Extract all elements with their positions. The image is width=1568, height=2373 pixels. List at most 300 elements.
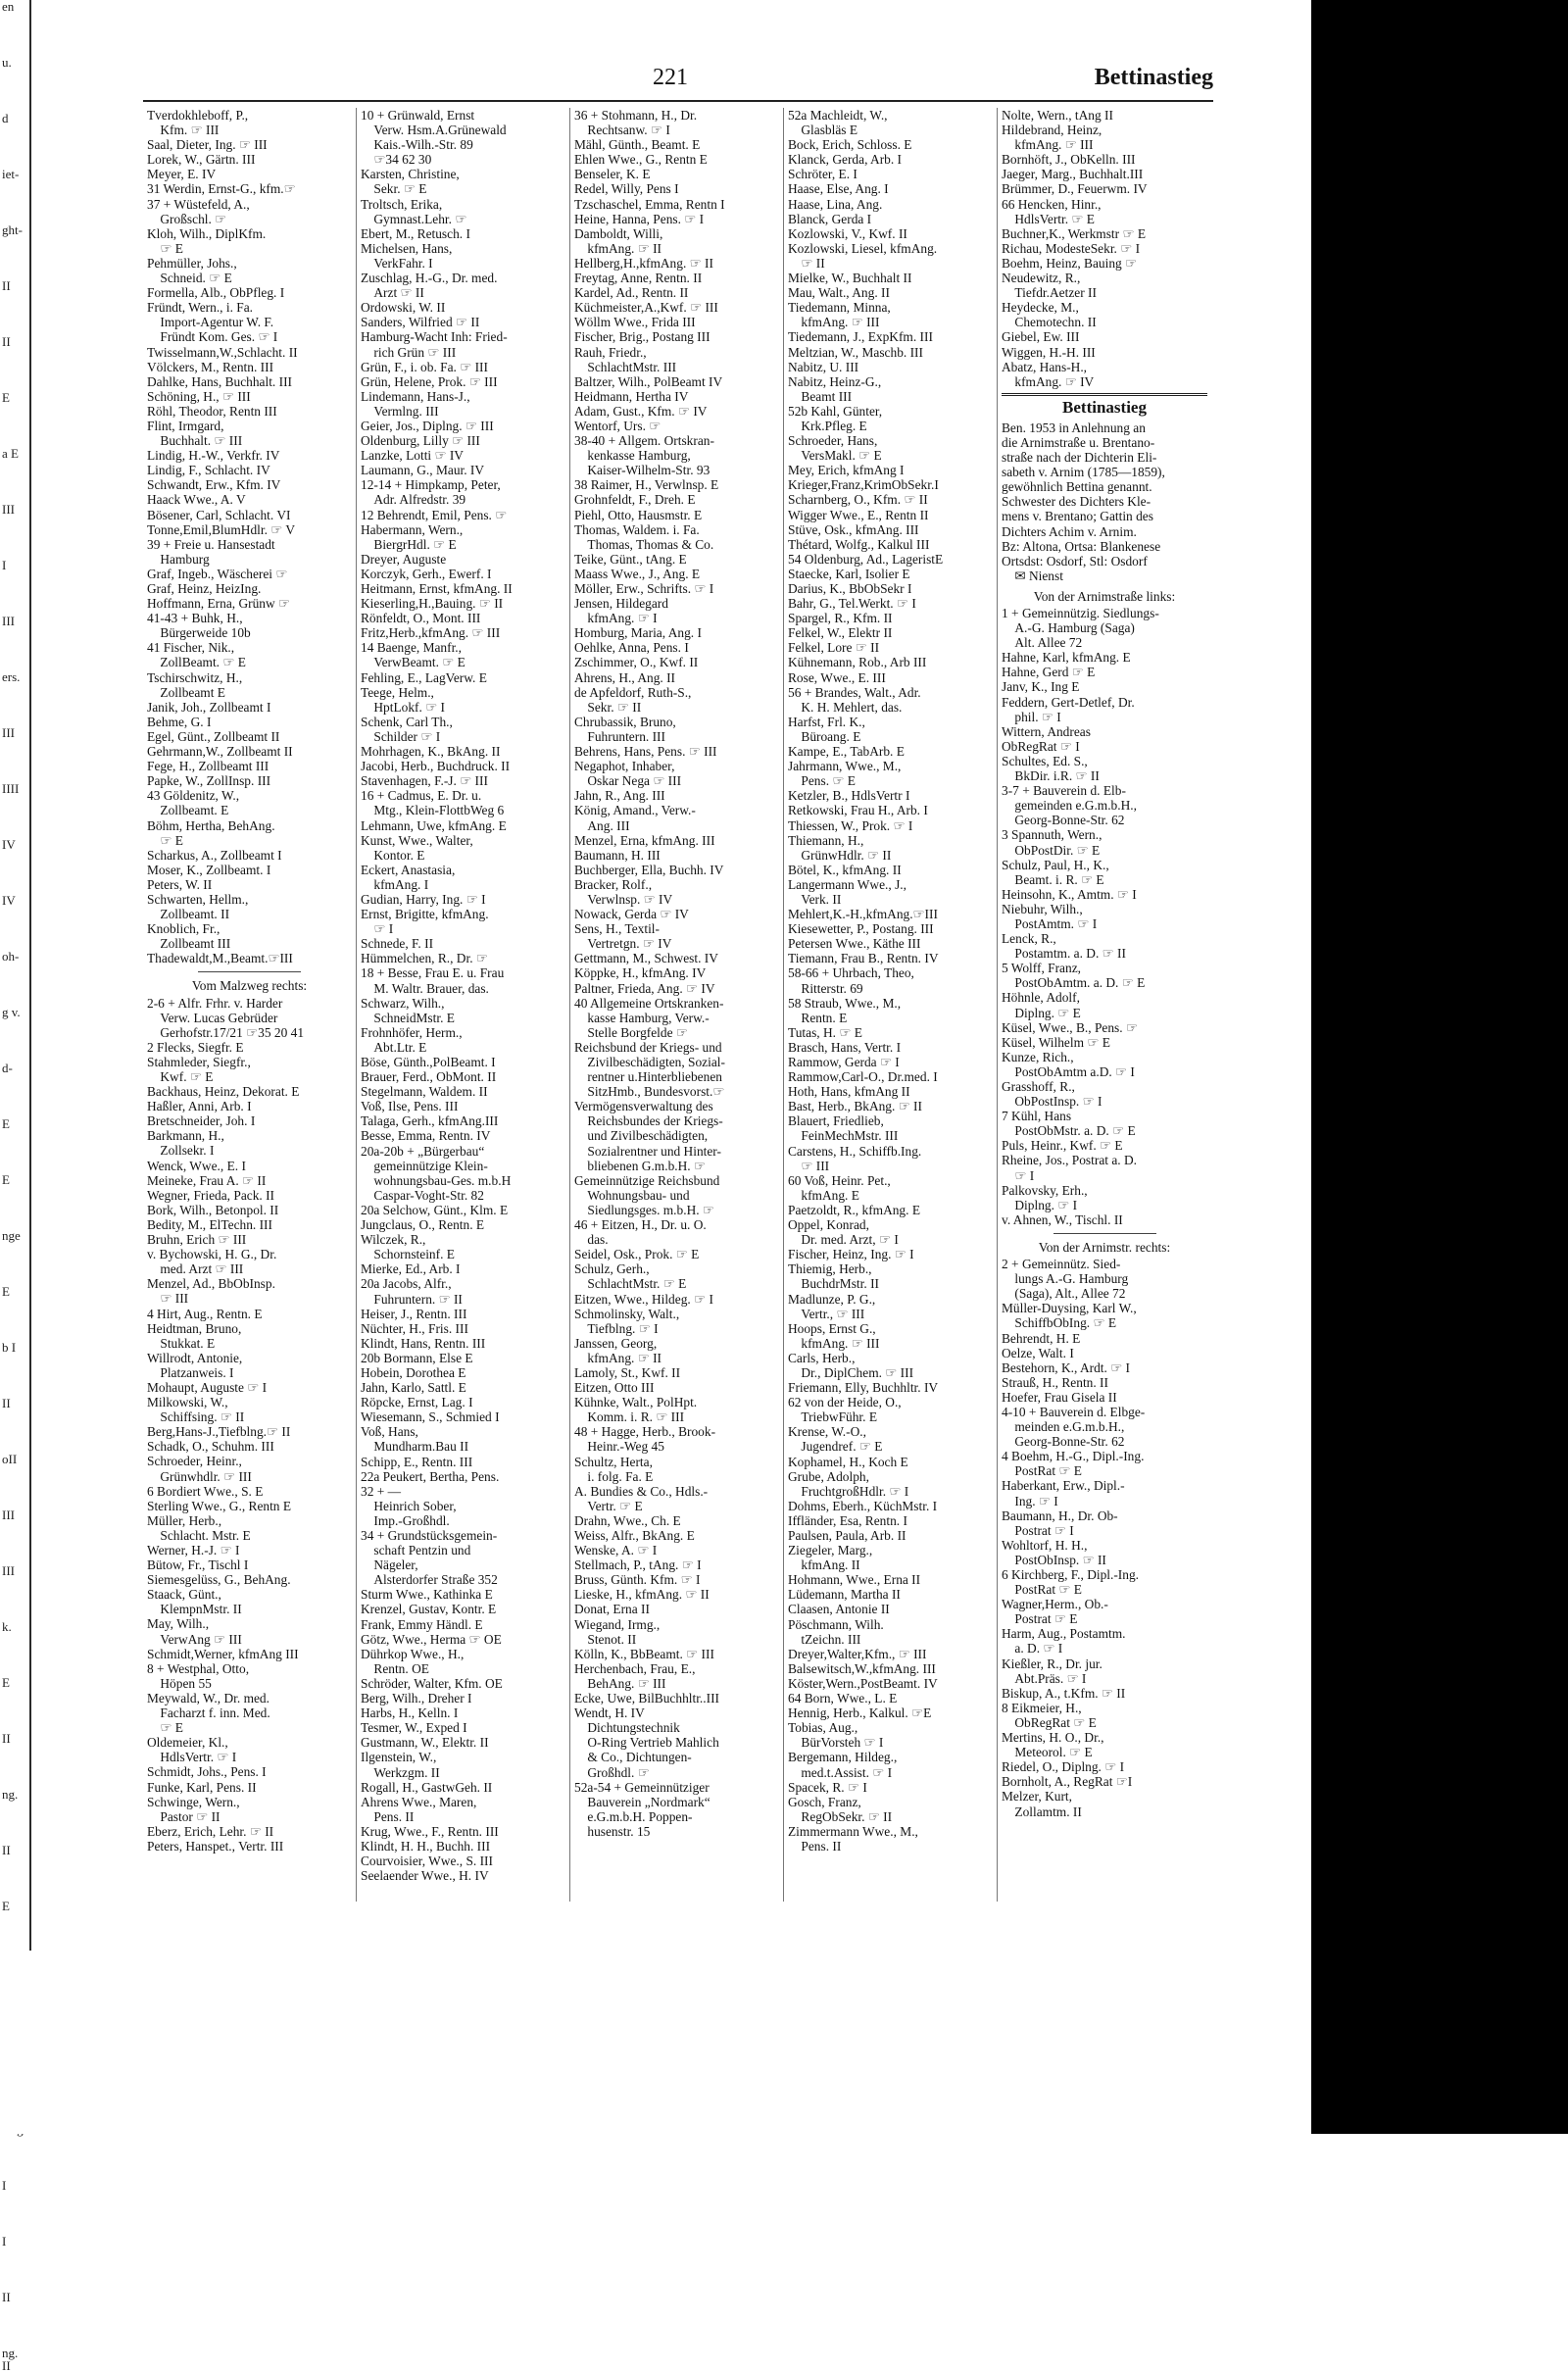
facing-page-fragment: ng. xyxy=(2,1787,19,1802)
directory-entry: Ben. 1953 in Anlehnung an xyxy=(1002,420,1146,435)
directory-entry: meinden e.G.m.b.H., xyxy=(1002,1419,1125,1435)
directory-entry: schaft Pentzin und xyxy=(361,1543,471,1558)
directory-entry: Oelze, Walt. I xyxy=(1002,1345,1074,1360)
directory-entry: Vertretgn. ☞ IV xyxy=(574,936,672,952)
column-5 xyxy=(998,108,1211,1902)
directory-entry: Rammow,Carl-O., Dr.med. I xyxy=(788,1069,938,1085)
directory-entry: Dreyer,Walter,Kfm., ☞ III xyxy=(788,1646,927,1661)
directory-entry: Mtg., Klein-FlottbWeg 6 xyxy=(361,803,505,818)
directory-entry: 58-66 + Uhrbach, Theo, xyxy=(788,965,914,981)
directory-entry: ✉ Nienst xyxy=(1002,568,1063,583)
directory-entry: TriebwFühr. E xyxy=(788,1409,878,1425)
directory-entry: Rauh, Friedr., xyxy=(574,344,647,360)
directory-entry: Wenske, A. ☞ I xyxy=(574,1543,658,1558)
directory-entry: Thadewaldt,M.,Beamt.☞III xyxy=(147,951,293,966)
directory-entry: Rheine, Jos., Postrat a. D. xyxy=(1002,1153,1137,1168)
directory-entry: Troltsch, Erika, xyxy=(361,196,443,212)
directory-entry: Klindt, Hans, Rentn. III xyxy=(361,1335,486,1351)
facing-page-fragment: I xyxy=(2,2234,7,2249)
directory-entry: Pehmüller, Johs., xyxy=(147,255,237,271)
directory-entry: Heine, Hanna, Pens. ☞ I xyxy=(574,211,705,226)
directory-entry: 31 Werdin, Ernst-G., kfm.☞ xyxy=(147,181,296,197)
facing-page-fragment: II xyxy=(2,334,11,349)
directory-entry: Kampe, E., TabArb. E xyxy=(788,744,905,760)
directory-entry: husenstr. 15 xyxy=(574,1823,651,1839)
directory-entry: Stavenhagen, F.-J. ☞ III xyxy=(361,773,488,789)
directory-entry: ☞ I xyxy=(361,921,394,937)
directory-entry: 12 Behrendt, Emil, Pens. ☞ xyxy=(361,507,508,522)
directory-entry: Geier, Jos., Diplng. ☞ III xyxy=(361,418,494,433)
directory-entry: Schroeder, Hans, xyxy=(788,433,878,449)
directory-entry: Arzt ☞ II xyxy=(361,285,424,301)
directory-entry: Sens, H., Textil- xyxy=(574,921,660,937)
directory-entry: Bracker, Rolf., xyxy=(574,876,653,892)
directory-entry: Ecke, Uwe, BilBuchhltr..III xyxy=(574,1691,720,1706)
directory-entry: Baltzer, Wilh., PolBeamt IV xyxy=(574,373,723,389)
directory-entry: med.t.Assist. ☞ I xyxy=(788,1764,893,1780)
directory-entry: Heinsohn, K., Amtm. ☞ I xyxy=(1002,886,1137,902)
facing-page-fragment: d- xyxy=(2,1061,13,1075)
directory-entry: Dührkop Wwe., H., xyxy=(361,1646,465,1661)
directory-entry: Grube, Adolph, xyxy=(788,1468,869,1484)
directory-entry: Ziegeler, Marg., xyxy=(788,1543,873,1558)
directory-entry: GrünwHdlr. ☞ II xyxy=(788,847,892,863)
column-3 xyxy=(570,108,784,1902)
directory-entry: Gemeinnützige Reichsbund xyxy=(574,1172,720,1188)
directory-entry: Scharkus, A., Zollbeamt I xyxy=(147,847,282,863)
directory-entry: Wohnungsbau- und xyxy=(574,1187,690,1203)
directory-entry: 41 Fischer, Nik., xyxy=(147,640,235,656)
directory-entry: Hohmann, Wwe., Erna II xyxy=(788,1572,921,1588)
facing-page-fragment: III xyxy=(2,614,15,628)
directory-entry: kfmAng. ☞ III xyxy=(1002,137,1094,153)
directory-entry: Spargel, R., Kfm. II xyxy=(788,611,893,626)
directory-entry: Mehlert,K.-H.,kfmAng.☞III xyxy=(788,907,938,922)
column-2 xyxy=(357,108,570,1902)
directory-entry: Wiggen, H.-H. III xyxy=(1002,344,1096,360)
directory-entry: 32 + — xyxy=(361,1483,402,1499)
directory-entry: gemeinden e.G.m.b.H., xyxy=(1002,798,1137,814)
directory-entry: 56 + Brandes, Walt., Adr. xyxy=(788,684,921,700)
directory-entry: Meyer, E. IV xyxy=(147,167,217,182)
directory-entry: Eitzen, Wwe., Hildeg. ☞ I xyxy=(574,1291,713,1307)
directory-entry: K. H. Mehlert, das. xyxy=(788,699,903,715)
directory-entry: Heiser, J., Rentn. III xyxy=(361,1306,467,1321)
directory-entry: 52a Machleidt, W., xyxy=(788,108,888,123)
directory-entry: 37 + Wüstefeld, A., xyxy=(147,196,250,212)
directory-entry: Großschl. ☞ xyxy=(147,211,227,226)
directory-entry: Tonne,Emil,BlumHdlr. ☞ V xyxy=(147,521,296,537)
directory-entry: Wiesemann, S., Schmied I xyxy=(361,1409,500,1425)
directory-entry: Hamburg-Wacht Inh: Fried- xyxy=(361,329,508,345)
directory-entry: Bütow, Fr., Tischl I xyxy=(147,1557,249,1573)
directory-entry: Grohnfeldt, F., Dreh. E xyxy=(574,492,696,508)
directory-entry: Kardel, Ad., Rentn. II xyxy=(574,285,689,301)
directory-entry: Lieske, H., kfmAng. ☞ II xyxy=(574,1587,710,1603)
directory-entry: A. Bundies & Co., Hdls.- xyxy=(574,1483,709,1499)
directory-entry: Import-Agentur W. F. xyxy=(147,315,274,330)
directory-entry: Lenck, R., xyxy=(1002,931,1056,947)
directory-entry: Sozialrentner und Hinter- xyxy=(574,1143,721,1159)
directory-entry: Schornsteinf. E xyxy=(361,1247,455,1262)
directory-entry: 20a Selchow, Günt., Klm. E xyxy=(361,1202,509,1217)
directory-entry: Tiedemann, Minna, xyxy=(788,300,891,316)
directory-entry: Kophamel, H., Koch E xyxy=(788,1454,908,1469)
facing-page-fragment: IIII xyxy=(2,781,20,796)
facing-page-fragment: IV xyxy=(2,837,16,852)
directory-entry: Chrubassik, Bruno, xyxy=(574,714,676,729)
directory-entry: ObRegRat ☞ I xyxy=(1002,738,1080,754)
directory-entry: Kieserling,H.,Bauing. ☞ II xyxy=(361,596,504,612)
directory-entry: Höpen 55 xyxy=(147,1675,212,1691)
directory-entry: 4-10 + Bauverein d. Elbge- xyxy=(1002,1404,1146,1419)
directory-entry: Kühnemann, Rob., Arb III xyxy=(788,655,927,670)
directory-entry: SchiffbObIng. ☞ E xyxy=(1002,1315,1117,1331)
facing-page-fragment: u. xyxy=(2,55,12,70)
directory-entry: HdlsVertr. ☞ I xyxy=(147,1750,237,1765)
directory-entry: Glasbläs E xyxy=(788,123,858,138)
directory-entry: kenkasse Hamburg, xyxy=(574,448,691,464)
directory-entry: Piehl, Otto, Hausmstr. E xyxy=(574,507,703,522)
directory-entry: Wagner,Herm., Ob.- xyxy=(1002,1597,1108,1612)
directory-entry: 2 + Gemeinnütz. Sied- xyxy=(1002,1257,1121,1272)
directory-entry: Abt.Ltr. E xyxy=(361,1039,427,1055)
directory-entry: Heidtman, Bruno, xyxy=(147,1320,242,1336)
scan-margin-bottom xyxy=(0,1951,1311,2134)
directory-entry: Meywald, W., Dr. med. xyxy=(147,1690,270,1706)
directory-entry: Langermann Wwe., J., xyxy=(788,876,906,892)
facing-page-fragment: iet- xyxy=(2,167,20,181)
directory-entry: Petersen Wwe., Käthe III xyxy=(788,936,921,952)
directory-entry: 16 + Cadmus, E. Dr. u. xyxy=(361,788,482,804)
directory-entry: Schipp, E., Rentn. III xyxy=(361,1454,473,1469)
directory-entry: Nolte, Wern., tAng II xyxy=(1002,108,1113,123)
directory-entry: Küsel, Wwe., B., Pens. ☞ xyxy=(1002,1019,1138,1035)
directory-entry: Hamburg xyxy=(147,551,210,567)
directory-entry: Fuhruntern. III xyxy=(574,728,665,744)
directory-entry: PostRat ☞ E xyxy=(1002,1582,1082,1598)
directory-entry: Stüve, Osk., kfmAng. III xyxy=(788,521,919,537)
directory-entry: 52a-54 + Gemeinnütziger xyxy=(574,1779,710,1795)
directory-entry: Ang. III xyxy=(574,817,630,833)
directory-entry: Weiss, Alfr., BkAng. E xyxy=(574,1528,695,1543)
directory-entry: Schlacht. Mstr. E xyxy=(147,1527,251,1543)
facing-page-fragment: b I xyxy=(2,1340,17,1355)
directory-entry: Pöschmann, Wilh. xyxy=(788,1616,884,1632)
facing-page-fragment: III xyxy=(2,502,15,517)
directory-entry: Zollsekr. I xyxy=(147,1143,215,1159)
directory-entry: Palkovsky, Erh., xyxy=(1002,1182,1088,1198)
directory-entry: Stukkat. E xyxy=(147,1335,216,1351)
directory-entry: Alsterdorfer Straße 352 xyxy=(361,1572,498,1588)
directory-entry: Seidel, Osk., Prok. ☞ E xyxy=(574,1247,700,1262)
directory-entry: Paetzoldt, R., kfmAng. E xyxy=(788,1202,921,1217)
directory-entry: Platzanweis. I xyxy=(147,1364,234,1380)
directory-entry: Vertr. ☞ E xyxy=(574,1498,643,1513)
directory-entry: Mundharm.Bau II xyxy=(361,1439,469,1455)
directory-entry: Schnede, F. II xyxy=(361,936,434,952)
directory-entry: Sekr. ☞ E xyxy=(361,181,427,197)
directory-entry: 8 Eikmeier, H., xyxy=(1002,1700,1082,1715)
directory-entry: Gosch, Franz, xyxy=(788,1794,861,1809)
directory-entry: Dohms, Eberh., KüchMstr. I xyxy=(788,1498,938,1513)
facing-page-fragment: k. xyxy=(2,1619,12,1634)
directory-entry: 48 + Hagge, Herb., Brook- xyxy=(574,1424,716,1440)
directory-entry: ZollBeamt. ☞ E xyxy=(147,655,246,670)
directory-entry: Sekr. ☞ II xyxy=(574,699,642,715)
directory-entry: med. Arzt ☞ III xyxy=(147,1261,244,1277)
directory-entry: Wendt, H. IV xyxy=(574,1706,645,1721)
directory-entry: Pens. ☞ E xyxy=(788,773,856,789)
directory-entry: Tschirschwitz, H., xyxy=(147,669,243,685)
directory-entry: Dichtungstechnik xyxy=(574,1720,680,1736)
directory-entry: Kais.-Wilh.-Str. 89 xyxy=(361,137,473,153)
facing-page-fragment: III xyxy=(2,1563,15,1578)
directory-entry: Wenck, Wwe., E. I xyxy=(147,1158,246,1173)
directory-entry: Adam, Gust., Kfm. ☞ IV xyxy=(574,403,708,419)
directory-entry: Kiesewetter, P., Postang. III xyxy=(788,921,934,937)
directory-entry: 40 Allgemeine Ortskranken- xyxy=(574,995,724,1011)
directory-entry: Meltzian, W., Maschb. III xyxy=(788,344,923,360)
directory-entry: Oehlke, Anna, Pens. I xyxy=(574,640,689,656)
directory-entry: Verk. II xyxy=(788,891,842,907)
directory-entry: Kontor. E xyxy=(361,847,425,863)
directory-entry: Heinr.-Weg 45 xyxy=(574,1439,664,1455)
directory-entry: Graf, Ingeb., Wäscherei ☞ xyxy=(147,566,288,581)
directory-entry: Dr. med. Arzt, ☞ I xyxy=(788,1232,899,1248)
directory-entry: Eckert, Anastasia, xyxy=(361,862,456,877)
directory-entry: Klanck, Gerda, Arb. I xyxy=(788,152,903,168)
directory-entry: Felkel, Lore ☞ II xyxy=(788,640,880,656)
directory-entry: Vermögensverwaltung des xyxy=(574,1099,713,1114)
facing-page-fragment: a E xyxy=(2,446,19,461)
directory-entry: Werner, H.-J. ☞ I xyxy=(147,1543,240,1557)
directory-entry: Rose, Wwe., E. III xyxy=(788,669,886,685)
directory-entry: wohnungsbau-Ges. m.b.H xyxy=(361,1172,512,1188)
directory-entry: Lamoly, St., Kwf. II xyxy=(574,1364,681,1380)
directory-entry: Oldemeier, Kl., xyxy=(147,1735,228,1751)
facing-page-fragment: II xyxy=(2,278,11,293)
directory-entry: 60 Voß, Heinr. Pet., xyxy=(788,1172,891,1188)
directory-entry: phil. ☞ I xyxy=(1002,709,1061,724)
directory-entry: Meineke, Frau A. ☞ II xyxy=(147,1172,267,1188)
directory-entry: Nabitz, Heinz-G., xyxy=(788,373,882,389)
directory-entry: Balsewitsch,W.,kfmAng. III xyxy=(788,1660,936,1676)
directory-entry: BuchdrMstr. II xyxy=(788,1276,879,1292)
directory-entry: Gudian, Harry, Ing. ☞ I xyxy=(361,891,486,907)
directory-entry: Werkzgm. II xyxy=(361,1764,440,1780)
directory-entry: Lüdemann, Martha II xyxy=(788,1587,901,1603)
facing-page-fragment: II xyxy=(2,1843,11,1857)
directory-entry: Lindig, F., Schlacht. IV xyxy=(147,463,270,478)
directory-entry: ObRegRat ☞ E xyxy=(1002,1714,1097,1730)
directory-entry: Behme, G. I xyxy=(147,714,212,729)
directory-entry: Backhaus, Heinz, Dekorat. E xyxy=(147,1084,300,1100)
directory-entry: Herchenbach, Frau, E., xyxy=(574,1660,696,1676)
directory-entry: Verwlnsp. ☞ IV xyxy=(574,891,673,907)
directory-entry: Völckers, M., Rentn. III xyxy=(147,359,274,374)
directory-entry: Bruss, Günth. Kfm. ☞ I xyxy=(574,1572,701,1588)
directory-entry: die Arnimstraße u. Brentano- xyxy=(1002,434,1155,450)
directory-entry: Staecke, Karl, Isolier E xyxy=(788,566,910,581)
directory-entry: Neudewitz, R., xyxy=(1002,271,1081,286)
directory-entry: Schröder, Walter, Kfm. OE xyxy=(361,1675,503,1691)
directory-entry: BiergrHdl. ☞ E xyxy=(361,536,457,552)
directory-entry: 3-7 + Bauverein d. Elb- xyxy=(1002,783,1126,799)
directory-entry: Schmidt, Johs., Pens. I xyxy=(147,1764,267,1780)
directory-entry: Georg-Bonne-Str. 62 xyxy=(1002,813,1125,828)
directory-entry: Jugendref. ☞ E xyxy=(788,1439,883,1455)
directory-entry: Kloh, Wilh., DiplKfm. xyxy=(147,225,267,241)
directory-entry: Peters, W. II xyxy=(147,876,213,892)
directory-entry: Krug, Wwe., F., Rentn. III xyxy=(361,1823,499,1839)
directory-entry: rich Grün ☞ III xyxy=(361,344,457,360)
directory-entry: Scharnberg, O., Kfm. ☞ II xyxy=(788,492,928,508)
directory-entry: Zollbeamt E xyxy=(147,684,225,700)
facing-page-fragment: en xyxy=(2,0,15,14)
directory-entry: Courvoisier, Wwe., S. III xyxy=(361,1854,493,1869)
directory-entry: das. xyxy=(574,1232,609,1248)
directory-entry: kfmAng. ☞ I xyxy=(574,611,658,626)
directory-entry: Ing. ☞ I xyxy=(1002,1493,1058,1508)
directory-entry: 18 + Besse, Frau E. u. Frau xyxy=(361,965,505,981)
directory-entry: Diplng. ☞ E xyxy=(1002,1005,1081,1020)
directory-entry: 58 Straub, Wwe., M., xyxy=(788,995,902,1011)
directory-entry: Laumann, G., Maur. IV xyxy=(361,463,485,478)
directory-entry: ☞ II xyxy=(788,255,825,271)
directory-entry: Menzel, Erna, kfmAng. III xyxy=(574,832,715,848)
directory-entry: Nabitz, U. III xyxy=(788,359,859,374)
directory-entry: Michelsen, Hans, xyxy=(361,240,453,256)
directory-entry: PostObAmtm. a. D. ☞ E xyxy=(1002,975,1146,991)
directory-entry: Habermann, Wern., xyxy=(361,521,464,537)
directory-entry: Tverdokhleboff, P., xyxy=(147,108,249,123)
directory-entry: Abatz, Hans-H., xyxy=(1002,359,1088,374)
directory-entry: 2 Flecks, Siegfr. E xyxy=(147,1039,244,1055)
directory-entry: Heinrich Sober, xyxy=(361,1498,457,1513)
directory-entry: Höhnle, Adolf, xyxy=(1002,990,1080,1006)
directory-entry: bliebenen G.m.b.H. ☞ xyxy=(574,1158,706,1173)
directory-entry: Bergemann, Hildeg., xyxy=(788,1750,898,1765)
directory-entry: Karsten, Christine, xyxy=(361,167,460,182)
directory-entry: Facharzt f. inn. Med. xyxy=(147,1706,270,1721)
directory-entry: Sanders, Wilfried ☞ II xyxy=(361,315,480,330)
directory-entry: Böse, Günth.,PolBeamt. I xyxy=(361,1055,496,1069)
directory-entry: 4 Boehm, H.-G., Dipl.-Ing. xyxy=(1002,1449,1145,1464)
directory-entry: Beamt III xyxy=(788,388,853,404)
directory-entry: Sturm Wwe., Kathinka E xyxy=(361,1587,493,1603)
directory-entry: ☞ E xyxy=(147,832,183,848)
directory-entry: 12-14 + Himpkamp, Peter, xyxy=(361,477,501,493)
facing-page-fragment: E xyxy=(2,1899,10,1913)
directory-entry: Möller, Erw., Schrifts. ☞ I xyxy=(574,581,714,596)
facing-page-fragment: E xyxy=(2,390,10,405)
directory-entry: Besse, Emma, Rentn. IV xyxy=(361,1128,491,1144)
directory-entry: Mohrhagen, K., BkAng. II xyxy=(361,744,501,760)
directory-entry: Wigger Wwe., E., Rentn II xyxy=(788,507,929,522)
directory-entry: Vertr., ☞ III xyxy=(788,1306,865,1321)
directory-entry: Menzel, Ad., BbObInsp. xyxy=(147,1276,275,1292)
directory-entry: Köppke, H., kfmAng. IV xyxy=(574,965,707,981)
directory-entry: Büroang. E xyxy=(788,728,861,744)
directory-entry: Flint, Irmgard, xyxy=(147,418,224,433)
directory-entry: Schilder ☞ I xyxy=(361,728,441,744)
directory-entry: Gehrmann,W., Zollbeamt II xyxy=(147,744,293,760)
directory-entry: Puls, Heinr., Kwf. ☞ E xyxy=(1002,1138,1123,1154)
directory-entry: Kunst, Wwe., Walter, xyxy=(361,832,473,848)
directory-entry: Schwandt, Erw., Kfm. IV xyxy=(147,477,281,493)
directory-entry: Schöning, H., ☞ III xyxy=(147,388,251,404)
directory-entry: Bornholt, A., RegRat ☞I xyxy=(1002,1774,1133,1790)
directory-entry: Hoth, Hans, kfmAng II xyxy=(788,1084,910,1100)
directory-entry: 39 + Freie u. Hansestadt xyxy=(147,536,275,552)
directory-entry: Schwinge, Wern., xyxy=(147,1794,240,1809)
directory-entry: Talaga, Gerh., kfmAng.III xyxy=(361,1113,499,1129)
directory-entry: Verw. Hsm.A.Grünewald xyxy=(361,123,507,138)
directory-entry: 46 + Eitzen, H., Dr. u. O. xyxy=(574,1217,707,1233)
directory-entry: PostObAmtm a.D. ☞ I xyxy=(1002,1063,1135,1079)
directory-entry: Kwf. ☞ E xyxy=(147,1069,214,1084)
directory-entry: Lehmann, Uwe, kfmAng. E xyxy=(361,817,507,833)
directory-entry: 20a Jacobs, Alfr., xyxy=(361,1276,452,1292)
directory-entry: Fege, H., Zollbeamt III xyxy=(147,759,270,774)
directory-entry: a. D. ☞ I xyxy=(1002,1641,1063,1656)
facing-page-fragment: IV xyxy=(2,893,16,908)
directory-entry: Postrat ☞ I xyxy=(1002,1522,1074,1538)
directory-entry: Voß, Hans, xyxy=(361,1424,418,1440)
directory-entry: Fischer, Brig., Postang III xyxy=(574,329,710,345)
directory-entry: Chemotechn. II xyxy=(1002,315,1097,330)
directory-entry: Frank, Emmy Händl. E xyxy=(361,1616,483,1632)
facing-page-fragment: E xyxy=(2,1172,10,1187)
directory-entry: Ehlen Wwe., G., Rentn E xyxy=(574,152,708,168)
directory-entry: Niebuhr, Wilh., xyxy=(1002,901,1083,916)
directory-entry: Hahne, Karl, kfmAng. E xyxy=(1002,650,1131,666)
directory-entry: Rechtsanw. ☞ I xyxy=(574,123,670,138)
directory-entry: Tutas, H. ☞ E xyxy=(788,1024,862,1040)
directory-entry: Tzschaschel, Emma, Rentn I xyxy=(574,196,725,212)
directory-entry: Brümmer, D., Feuerwm. IV xyxy=(1002,181,1148,197)
directory-entry: Dahlke, Hans, Buchhalt. III xyxy=(147,373,292,389)
directory-entry: Tiefblng. ☞ I xyxy=(574,1320,659,1336)
directory-entry: A.-G. Hamburg (Saga) xyxy=(1002,620,1135,636)
directory-entry: Zschimmer, O., Kwf. II xyxy=(574,655,699,670)
directory-entry: Klindt, H. H., Buchh. III xyxy=(361,1838,491,1854)
directory-entry: O-Ring Vertrieb Mahlich xyxy=(574,1735,719,1751)
directory-entry: Grün, F., i. ob. Fa. ☞ III xyxy=(361,359,488,374)
directory-entry: 64 Born, Wwe., L. E xyxy=(788,1691,898,1706)
directory-entry: Hobein, Dorothea E xyxy=(361,1364,466,1380)
directory-entry: Georg-Bonne-Str. 62 xyxy=(1002,1434,1125,1450)
street-heading: Bettinastieg xyxy=(1002,393,1207,415)
directory-entry: Caspar-Voght-Str. 82 xyxy=(361,1187,484,1203)
facing-page-fragment: III xyxy=(2,1508,15,1522)
directory-entry: Homburg, Maria, Ang. I xyxy=(574,625,702,641)
directory-entry: Schwester des Dichters Kle- xyxy=(1002,494,1152,510)
directory-entry: Schadk, O., Schuhm. III xyxy=(147,1439,274,1455)
directory-entry: kfmAng. I xyxy=(361,876,429,892)
directory-entry: Peters, Hanspet., Vertr. III xyxy=(147,1838,284,1854)
directory-entry: Tobias, Aug., xyxy=(788,1720,858,1736)
directory-entry: Grün, Helene, Prok. ☞ III xyxy=(361,373,498,389)
directory-entry: Jensen, Hildegard xyxy=(574,596,668,612)
facing-page-fragment: E xyxy=(2,1284,10,1299)
directory-entry: kfmAng. E xyxy=(788,1187,859,1203)
directory-entry: Redel, Willy, Pens I xyxy=(574,181,679,197)
directory-entry: Haase, Else, Ang. I xyxy=(788,181,889,197)
directory-entry: PostObMstr. a. D. ☞ E xyxy=(1002,1123,1136,1139)
directory-entry: Wittern, Andreas xyxy=(1002,723,1091,739)
